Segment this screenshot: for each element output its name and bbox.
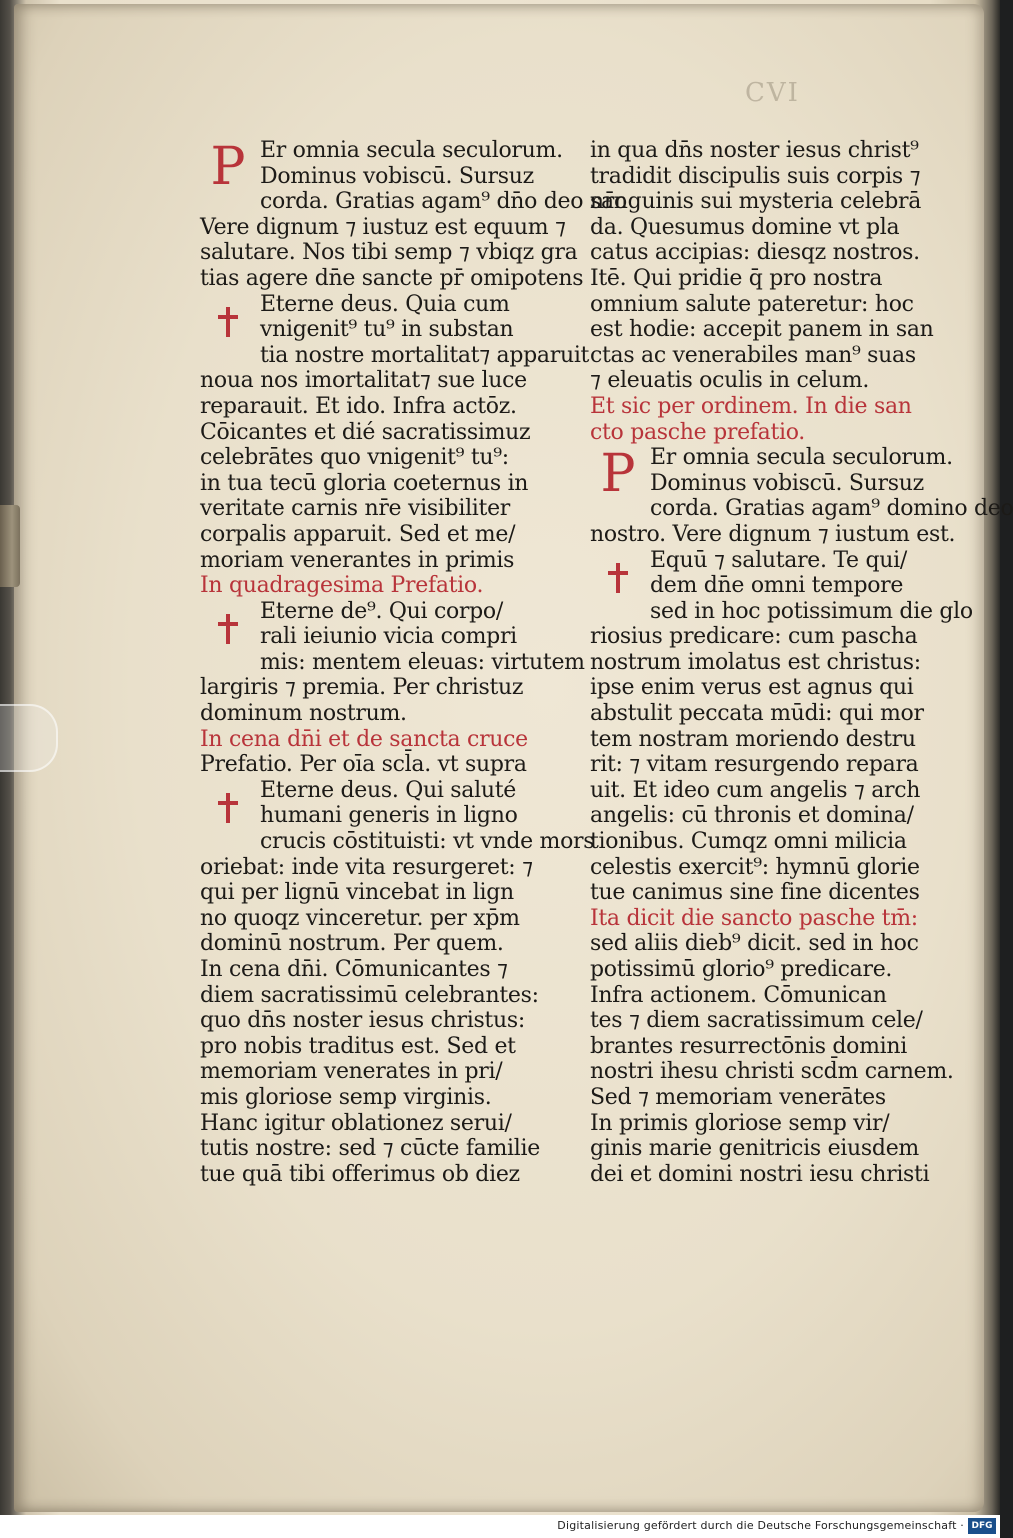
text-line: pro nobis traditus est. Sed et — [200, 1033, 516, 1059]
text-line: no quoqz vinceretur. per xp̄m — [200, 905, 520, 931]
text-line: Vere dignum ⁊ iustuz est equum ⁊ — [200, 214, 566, 240]
text-line: moriam venerantes in primis — [200, 547, 515, 573]
text-line: In primis gloriose semp vir/ — [590, 1110, 890, 1136]
text-block — [590, 444, 1013, 522]
text-line: memoriam venerates in pri/ — [200, 1059, 503, 1085]
text-line: salutare. Nos tibi semp ⁊ vbiqz gra — [200, 240, 578, 266]
text-block — [200, 829, 595, 1187]
rubric-line: Et sic per ordinem. In die san — [590, 393, 912, 419]
text-line: mis gloriose semp virginis. — [200, 1084, 492, 1110]
text-line: angelis: cū thronis et domina/ — [590, 803, 914, 829]
text-line: ctas ac venerabiles man⁹ suas — [590, 342, 916, 368]
text-line: sed in hoc potissimum die glo — [650, 598, 973, 624]
text-line: corda. Gratias agam⁹ dn̄o deo nr̄o — [260, 189, 627, 215]
decorated-initial — [590, 551, 646, 605]
decorated-initial: P — [210, 137, 246, 197]
text-block — [200, 649, 585, 778]
text-block — [590, 521, 956, 548]
text-line: tue canimus sine fine dicentes — [590, 880, 920, 906]
text-block — [200, 599, 562, 650]
text-line: vnigenit⁹ tu⁹ in substan — [260, 317, 514, 343]
rubric-line: cto pasche prefatio. — [590, 419, 805, 445]
text-line: tradidit discipulis suis corpis ⁊ — [590, 163, 921, 189]
text-line: catus accipias: diesqz nostros. — [590, 240, 920, 266]
text-line: dominum nostrum. — [200, 701, 407, 727]
rubric-line: In quadragesima Prefatio. — [200, 573, 484, 599]
text-block — [590, 598, 973, 1188]
text-line: Dominus vobiscū. Sursuz — [650, 470, 924, 496]
text-block — [200, 292, 562, 343]
text-line: mis: mentem eleuas: virtutem — [260, 649, 585, 675]
text-line: abstulit peccata mūdi: qui mor — [590, 701, 924, 727]
text-line: humani generis in ligno — [260, 803, 518, 829]
text-line: Itē. Qui pridie q̄ pro nostra — [590, 265, 883, 291]
funding-credit: Digitalisierung gefördert durch die Deutsche Forschungsgemeinschaft · — [557, 1519, 964, 1532]
text-line: Er omnia secula seculorum. — [650, 445, 953, 471]
text-line: ginis marie genitricis eiusdem — [590, 1136, 919, 1162]
text-line: Eterne deus. Quia cum — [260, 291, 510, 317]
text-line: Prefatio. Per oīa scl̄a. vt supra — [200, 752, 527, 778]
text-line: est hodie: accepit panem in san — [590, 317, 934, 343]
text-line: reparauit. Et ido. Infra actōz. — [200, 393, 517, 419]
text-block — [200, 137, 627, 215]
text-line: dem dn̄e omni tempore — [650, 573, 904, 599]
decorated-initial — [200, 602, 256, 656]
text-line: diem sacratissimū celebrantes: — [200, 982, 539, 1008]
text-line: in tua tecū gloria coeternus in — [200, 470, 529, 496]
text-line: uit. Et ideo cum angelis ⁊ arch — [590, 777, 921, 803]
text-line: sed aliis dieb⁹ dicit. sed in hoc — [590, 931, 919, 957]
text-line: Infra actionem. Cōmunican — [590, 982, 887, 1008]
text-line: tue quā tibi offerimus ob diez — [200, 1161, 520, 1187]
text-line: rali ieiunio vicia compri — [260, 624, 517, 650]
text-line: tem nostram moriendo destru — [590, 726, 916, 752]
text-line: tias agere dn̄e sancte pr̄ omipotens — [200, 265, 584, 291]
text-line: corda. Gratias agam⁹ domino deo — [650, 496, 1013, 522]
text-line: ⁊ eleuatis oculis in celum. — [590, 368, 870, 394]
text-line: celestis exercit⁹: hymnū glorie — [590, 854, 920, 880]
text-line: qui per lignū vincebat in lign — [200, 880, 514, 906]
text-line: Sed ⁊ memoriam venerātes — [590, 1084, 886, 1110]
left-text-column — [200, 137, 627, 1187]
text-block — [590, 548, 952, 599]
text-line: quo dn̄s noster iesus christus: — [200, 1008, 525, 1034]
text-line: ipse enim verus est agnus qui — [590, 675, 914, 701]
text-line: nostri ihesu christi scd̄m carnem. — [590, 1059, 954, 1085]
text-line: Eterne de⁹. Qui corpo/ — [260, 598, 503, 624]
text-line: in qua dn̄s noster iesus christ⁹ — [590, 138, 919, 163]
text-line: rit: ⁊ vitam resurgendo repara — [590, 752, 919, 778]
text-line: dei et domini nostri iesu christi — [590, 1161, 930, 1187]
binding-tab — [0, 505, 20, 587]
text-block — [590, 138, 952, 445]
text-line: tes ⁊ diem sacratissimum cele/ — [590, 1008, 923, 1034]
text-line: sanguinis sui mysteria celebrā — [590, 189, 922, 215]
text-block — [200, 778, 562, 829]
text-line: potissimū glorio⁹ predicare. — [590, 957, 893, 982]
right-text-column — [590, 138, 1013, 1187]
text-line: brantes resurrectōnis domini — [590, 1033, 908, 1059]
text-line: tutis nostre: sed ⁊ cūcte familie — [200, 1136, 540, 1162]
text-line: In cena dn̄i. Cōmunicantes ⁊ — [200, 957, 508, 982]
decorated-initial — [200, 781, 256, 835]
text-block — [200, 214, 584, 292]
text-line: Equū ⁊ salutare. Te qui/ — [650, 547, 907, 573]
text-line: Hanc igitur oblationez serui/ — [200, 1110, 512, 1136]
text-line: noua nos imortalitat⁊ sue luce — [200, 368, 527, 394]
rubric-line: Ita dicit die sancto pasche tm̄: — [590, 905, 918, 931]
text-line: riosius predicare: cum pascha — [590, 624, 918, 650]
text-line: oriebat: inde vita resurgeret: ⁊ — [200, 854, 533, 880]
text-line: Eterne deus. Qui saluté — [260, 777, 516, 803]
decorated-initial: P — [600, 444, 636, 505]
text-line: Cōicantes et dié sacratissimuz — [200, 419, 531, 445]
text-line: da. Quesumus domine vt pla — [590, 214, 900, 240]
text-line: tionibus. Cumqz omni milicia — [590, 829, 907, 855]
rubric-line: In cena dn̄i et de sancta cruce — [200, 726, 528, 752]
text-line: largiris ⁊ premia. Per christuz — [200, 675, 524, 701]
decorated-initial — [200, 295, 256, 349]
text-line: nostro. Vere dignum ⁊ iustum est. — [590, 521, 956, 547]
text-line: dominū nostrum. Per quem. — [200, 931, 504, 957]
text-line: omnium salute pateretur: hoc — [590, 291, 914, 317]
folio-mark: CVI — [745, 78, 800, 108]
footer-bar — [0, 1515, 1000, 1538]
dfg-logo: DFG — [968, 1518, 996, 1534]
text-line: celebrātes quo vnigenit⁹ tu⁹: — [200, 445, 509, 471]
text-line: Er omnia secula seculorum. — [260, 138, 563, 163]
page-clip — [0, 704, 58, 772]
text-block — [200, 342, 590, 599]
text-line: veritate carnis nr̄e visibiliter — [200, 496, 511, 522]
text-line: Dominus vobiscū. Sursuz — [260, 163, 534, 189]
text-line: tia nostre mortalitat⁊ apparuit — [260, 342, 590, 368]
text-line: crucis cōstituisti: vt vnde mors — [260, 829, 595, 855]
text-line: nostrum imolatus est christus: — [590, 649, 921, 675]
text-line: corpalis apparuit. Sed et me/ — [200, 521, 516, 547]
